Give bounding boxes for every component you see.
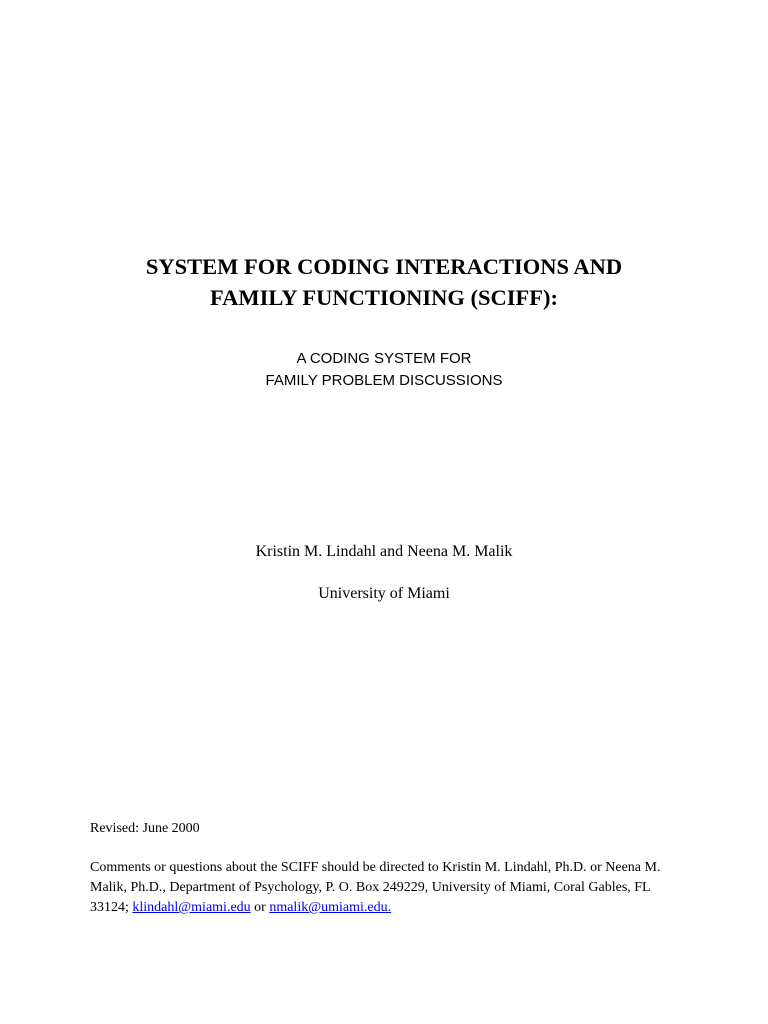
email-link-nmalik[interactable]: nmalik@umiami.edu. — [269, 900, 392, 915]
affiliation: University of Miami — [318, 585, 450, 602]
contact-line-2: Malik, Ph.D., Department of Psychology, P. O. Box 249229, University of Miami, Coral Gables, FL — [90, 880, 651, 895]
email-link-klindahl[interactable]: klindahl@miami.edu — [132, 900, 251, 915]
authors: Kristin M. Lindahl and Neena M. Malik — [255, 543, 513, 560]
subtitle-line-1: A CODING SYSTEM FOR — [296, 350, 472, 367]
revision-date: Revised: June 2000 — [90, 821, 200, 836]
document-subtitle — [0, 348, 768, 392]
document-title — [0, 251, 768, 313]
contact-connector: or — [250, 900, 270, 915]
subtitle-line-2: FAMILY PROBLEM DISCUSSIONS — [265, 372, 503, 389]
contact-line-3 — [90, 898, 690, 918]
title-line-2: FAMILY FUNCTIONING (SCIFF): — [210, 285, 558, 310]
title-line-1: SYSTEM FOR CODING INTERACTIONS AND — [145, 254, 623, 279]
contact-line-1: Comments or questions about the SCIFF should be directed to Kristin M. Lindahl, Ph.D. or Neena M. — [90, 860, 661, 875]
contact-line-3-prefix: 33124; — [90, 900, 133, 915]
contact-paragraph — [90, 858, 690, 918]
